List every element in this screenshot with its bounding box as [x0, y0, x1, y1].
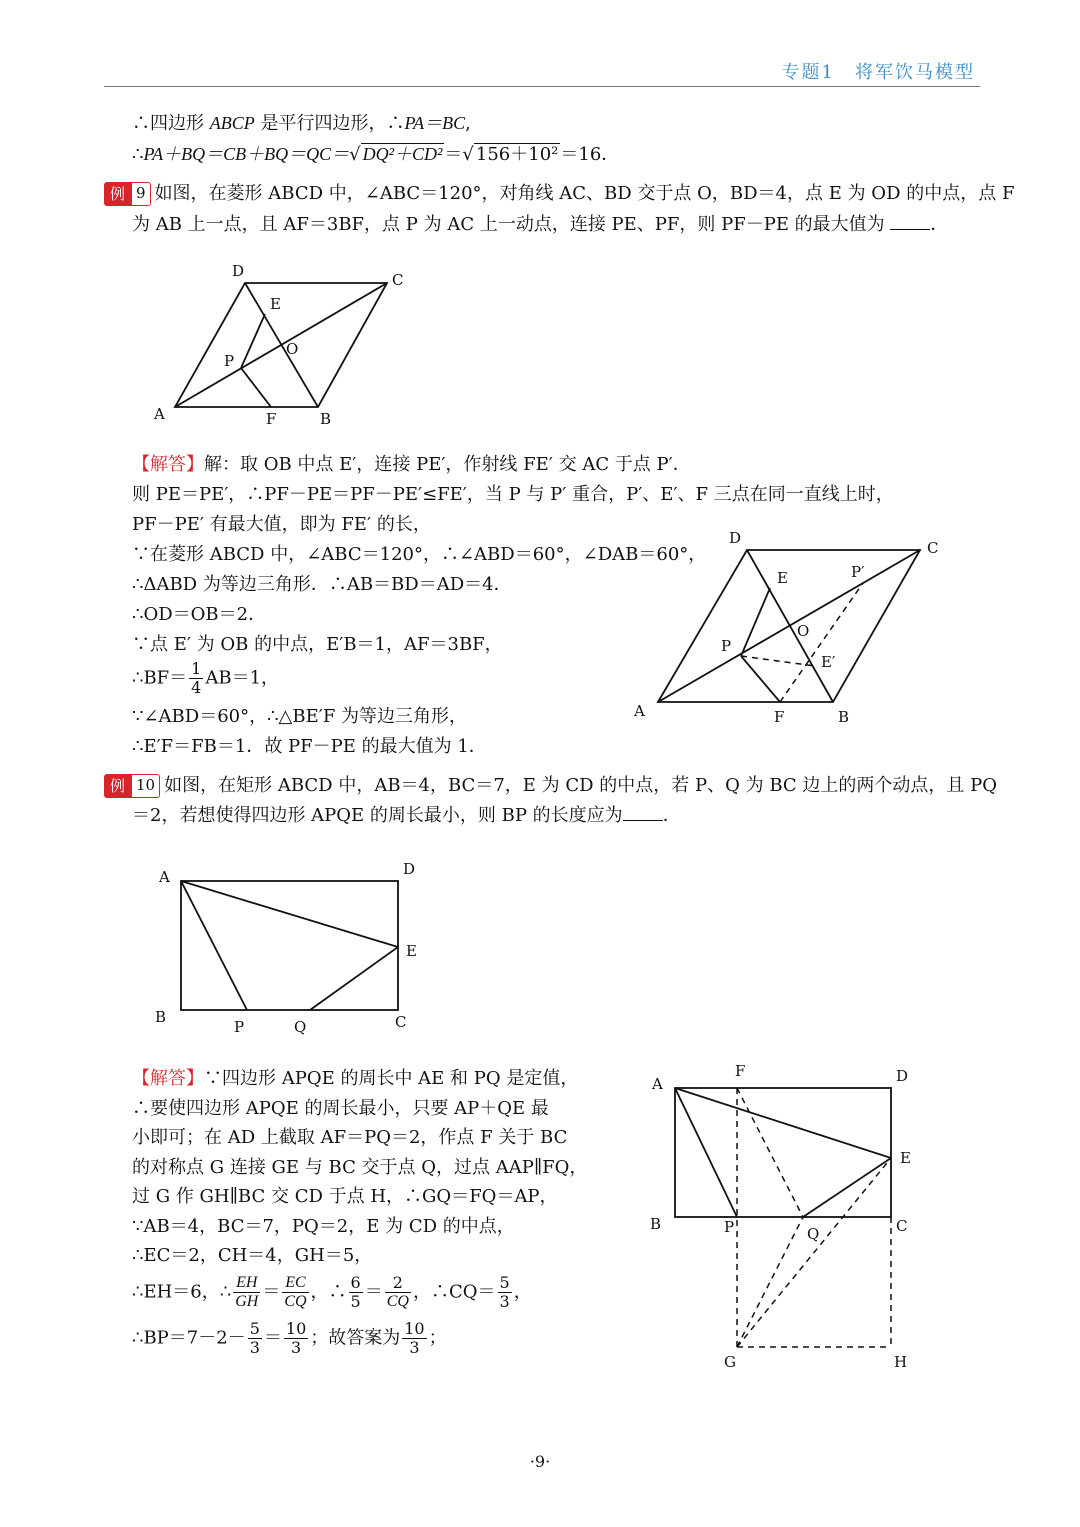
- ex10-figure-2: [640, 1058, 930, 1373]
- label-P: P: [234, 1018, 245, 1035]
- label-A: A: [652, 1075, 663, 1093]
- label-A: A: [154, 405, 165, 423]
- text: PA＝BC: [404, 113, 466, 133]
- text: ABCP: [209, 113, 255, 133]
- ex10-figure-1: [150, 855, 430, 1035]
- label-B: B: [320, 410, 332, 428]
- ex10-question-line-1: [104, 773, 997, 799]
- label-A: A: [159, 868, 170, 886]
- fraction: $\frac{EH}{GH}$: [235, 1274, 259, 1310]
- ex9-question-line-1: [104, 181, 1014, 207]
- ex9-figure-2: [625, 525, 955, 730]
- ex9-solution-4: ∵在菱形 ABCD 中，∠ABC＝120°，∴∠ABD＝60°，∠DAB＝60°，: [132, 544, 707, 565]
- example-badge: 例 9: [104, 182, 151, 206]
- ex9-question-line-2: [132, 212, 948, 238]
- header-rule: [104, 86, 980, 87]
- answer-blank: [623, 804, 663, 821]
- top-line-2: ∴PA＋BQ＝CB＋BQ＝QC＝√ DQ²＋CD² ＝√ 156＋10² ＝16．: [132, 144, 620, 165]
- page-number: ·9·: [529, 1452, 551, 1471]
- text: ＝2，若想使得四边形 APQE 的周长最小，则 BP 的长度应为: [132, 805, 623, 826]
- ex10-solution-3: 小即可；在 AD 上截取 AF＝PQ＝2，作点 F 关于 BC: [132, 1127, 568, 1148]
- label-Q: Q: [807, 1225, 820, 1243]
- text: 是平行四边形，∴: [254, 113, 405, 134]
- ex10-solution-1: 【解答】∵四边形 APQE 的周长中 AE 和 PQ 是定值，: [132, 1068, 579, 1089]
- ex9-solution-7: ∵点 E′ 为 OB 的中点，E′B＝1，AF＝3BF，: [132, 634, 503, 655]
- ex10-solution-4: 的对称点 G 连接 GE 与 BC 交于点 Q，过点 AAP∥FQ，: [132, 1157, 588, 1178]
- running-header: 专题1 将军饮马模型: [781, 62, 975, 83]
- ex10-solution-9: ∴BP＝7－2－ $\frac{5}{3}$ ＝ $\frac{10}{3}$ ；故答案为 $\frac{10}{3}$ ；: [132, 1319, 447, 1357]
- label-D: D: [232, 262, 245, 280]
- text: 如图，在菱形 ABCD 中，∠ABC＝120°，对角线 AC、BD 交于点 O，BD＝4，点 E 为 OD 的中点，点 F: [154, 183, 1015, 204]
- text: 如图，在矩形 ABCD 中，AB＝4，BC＝7，E 为 CD 的中点，若 P、Q 为 BC 边上的两个动点，且 PQ: [164, 775, 997, 796]
- ex9-solution-3: PF－PE′ 有最大值，即为 FE′ 的长，: [132, 514, 431, 535]
- label-D: D: [896, 1067, 909, 1085]
- label-H: H: [894, 1353, 908, 1371]
- text: ．: [930, 214, 949, 235]
- ex10-solution-6: ∵AB＝4，BC＝7，PQ＝2，E 为 CD 的中点，: [132, 1216, 515, 1237]
- fraction: $\frac{1}{4}$: [191, 659, 202, 697]
- answer-blank: [890, 213, 930, 230]
- label-D: D: [729, 529, 742, 547]
- ex10-solution-8: ∴EH＝6，∴ $\frac{EH}{GH}$ ＝ $\frac{EC}{CQ}$ ，∴ $\frac{6}{5}$ ＝ $\frac{2}{CQ}$ ，∴CQ＝ $\frac{5}{3}$ ，: [132, 1273, 532, 1311]
- text: 为 AB 上一点，且 AF＝3BF，点 P 为 AC 上一动点，连接 PE、PF，则 PF－PE 的最大值为: [132, 214, 885, 235]
- text: ∴四边形: [132, 113, 210, 134]
- ex10-solution-7: ∴EC＝2，CH＝4，GH＝5，: [132, 1245, 373, 1266]
- label-A: A: [634, 702, 645, 720]
- text: ＝: [444, 144, 463, 165]
- fraction: $\frac{10}{3}$: [404, 1319, 425, 1357]
- fraction: $\frac{5}{3}$: [249, 1319, 260, 1357]
- fraction: $\frac{6}{5}$: [350, 1273, 361, 1311]
- label-Q: Q: [294, 1018, 307, 1035]
- text: PA＋BQ＝CB＋BQ＝QC＝: [143, 144, 350, 164]
- label-E-prime: E′: [821, 653, 836, 671]
- text: ．: [662, 805, 681, 826]
- fraction: $\frac{10}{3}$: [285, 1319, 307, 1357]
- fraction: $\frac{EC}{CQ}$: [284, 1274, 307, 1310]
- example-badge: 例 10: [104, 774, 160, 798]
- label-E: E: [270, 295, 281, 313]
- ex9-solution-1: 【解答】解：取 OB 中点 E′，连接 PE′，作射线 FE′ 交 AC 于点 P′．: [132, 454, 691, 475]
- label-E: E: [777, 569, 788, 587]
- label-P: P: [721, 637, 732, 655]
- ex9-solution-9: ∵∠ABD＝60°，∴△BE′F 为等边三角形，: [132, 706, 468, 727]
- sqrt-content: DQ²＋CD²: [362, 144, 443, 164]
- text: ∴: [132, 144, 144, 165]
- ex9-solution-6: ∴OD＝OB＝2．: [132, 604, 267, 625]
- label-G: G: [724, 1353, 736, 1371]
- label-E: E: [900, 1149, 911, 1167]
- top-line-1: ∴四边形 ABCP 是平行四边形，∴PA＝BC,: [132, 113, 471, 134]
- fraction: $\frac{5}{3}$: [499, 1273, 510, 1311]
- label-O: O: [797, 622, 810, 640]
- label-F: F: [266, 410, 277, 428]
- ex9-solution-5: ∴ΔABD 为等边三角形．∴AB＝BD＝AD＝4．: [132, 574, 512, 595]
- ex10-solution-2: ∴要使四边形 APQE 的周长最小，只要 AP＋QE 最: [132, 1098, 549, 1119]
- label-B: B: [650, 1215, 662, 1233]
- label-B: B: [155, 1008, 167, 1026]
- ex9-figure-1: [140, 258, 430, 433]
- label-P: P: [224, 352, 235, 370]
- text: ＝16．: [560, 144, 620, 165]
- label-F: F: [774, 708, 785, 726]
- ex9-solution-10: ∴E′F＝FB＝1．故 PF－PE 的最大值为 1．: [132, 736, 487, 757]
- label-C: C: [896, 1217, 908, 1235]
- ex9-solution-8: ∴BF＝ $\frac{1}{4}$ AB＝1，: [132, 659, 280, 697]
- fraction: $\frac{2}{CQ}$: [386, 1273, 409, 1310]
- label-C: C: [927, 539, 939, 557]
- ex10-solution-5: 过 G 作 GH∥BC 交 CD 于点 H，∴GQ＝FQ＝AP，: [132, 1186, 558, 1207]
- label-P: P: [724, 1218, 735, 1236]
- label-C: C: [392, 271, 404, 289]
- label-P-prime: P′: [851, 563, 865, 581]
- label-B: B: [838, 708, 850, 726]
- ex10-question-line-2: [132, 803, 681, 829]
- label-C: C: [395, 1013, 407, 1031]
- label-F: F: [735, 1062, 746, 1080]
- label-E: E: [406, 942, 417, 960]
- label-D: D: [403, 860, 416, 878]
- label-O: O: [286, 340, 299, 358]
- sqrt-content: 156＋10²: [475, 144, 559, 165]
- ex9-solution-2: 则 PE＝PE′，∴PF－PE＝PF－PE′≤FE′，当 P 与 P′ 重合，P′、E′、F 三点在同一直线上时，: [132, 484, 894, 505]
